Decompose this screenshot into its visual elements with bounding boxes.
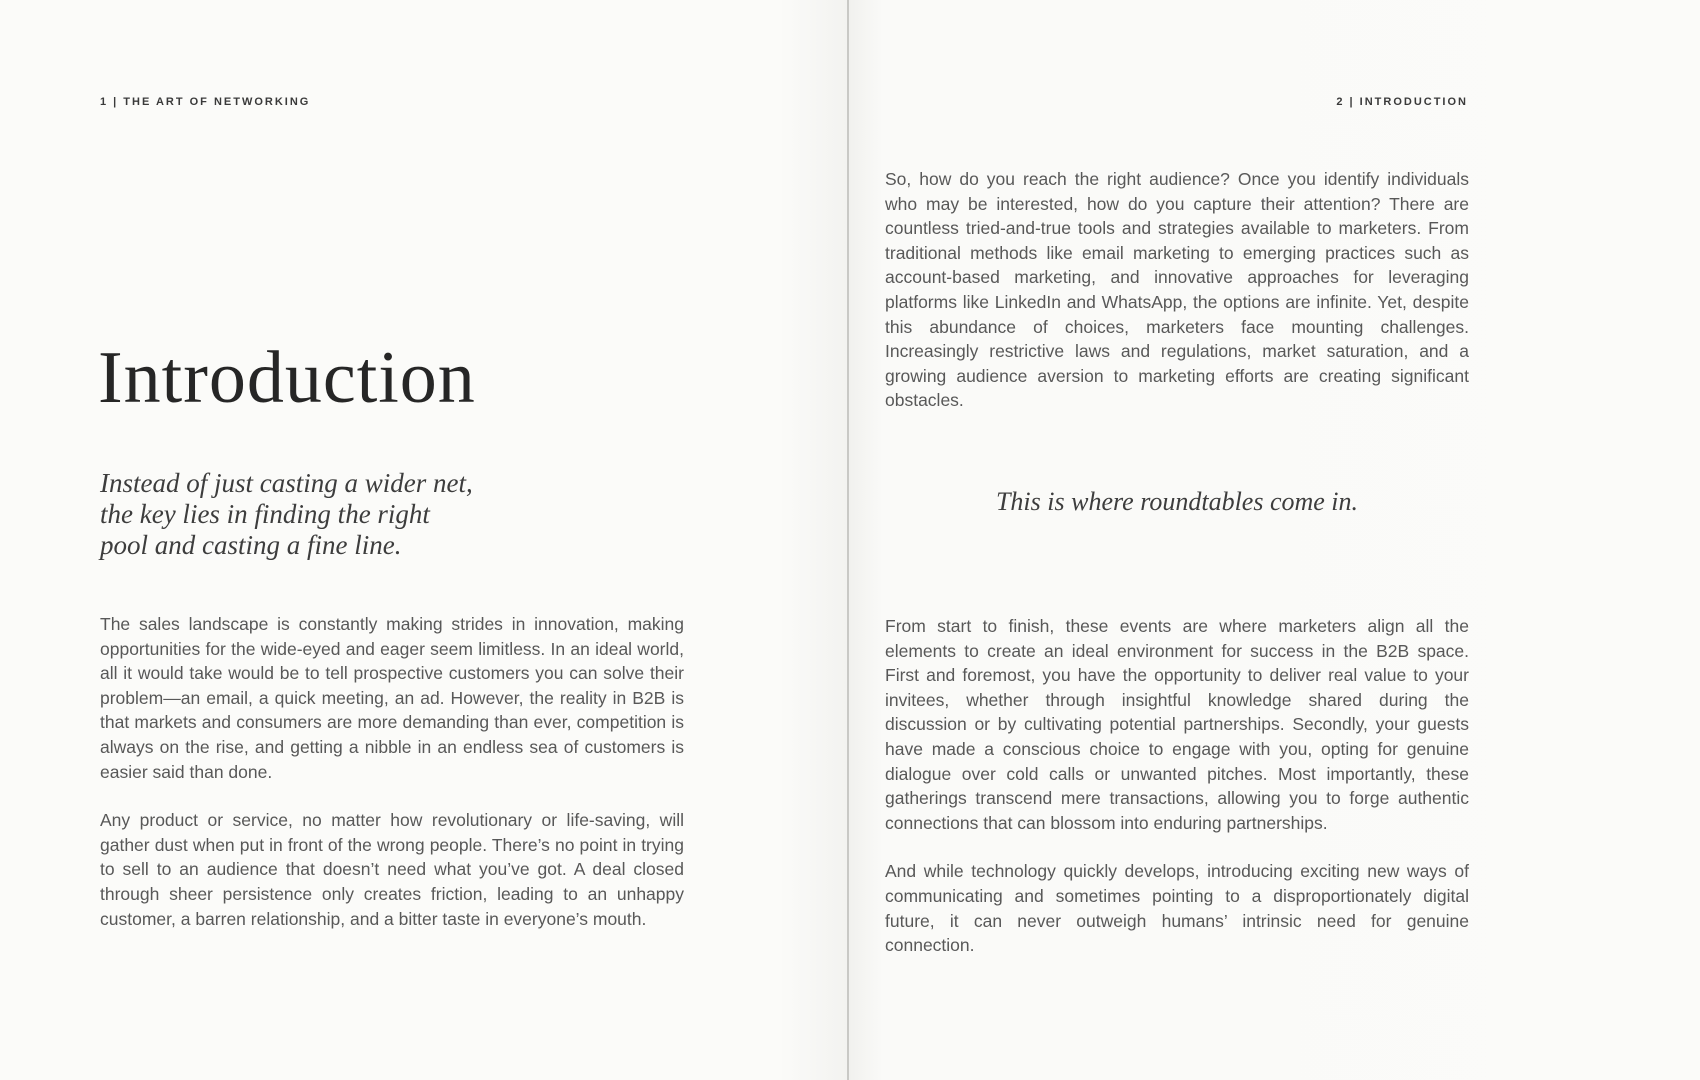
running-header-right: 2 | INTRODUCTION bbox=[1336, 96, 1468, 108]
page-gutter-divider bbox=[847, 0, 849, 1080]
lead-quote-line-2: the key lies in finding the right bbox=[100, 499, 430, 529]
lead-quote-line-3: pool and casting a fine line. bbox=[100, 530, 402, 560]
right-body-column-top bbox=[885, 167, 1469, 413]
right-paragraph-3: And while technology quickly develops, introducing exciting new ways of communicating and sometimes pointing to a disproportionately digital future, it can never outweigh humans’ intrinsic need for genuine connection. bbox=[885, 861, 1469, 956]
pull-line: This is where roundtables come in. bbox=[995, 487, 1359, 516]
lead-quote-line-1: Instead of just casting a wider net, bbox=[100, 468, 473, 498]
left-body-column bbox=[100, 612, 684, 931]
running-header-left: 1 | THE ART OF NETWORKING bbox=[100, 96, 311, 108]
left-paragraph-2: Any product or service, no matter how revolutionary or life-saving, will gather dust when put in front of the wrong people. There’s no point in trying to sell to an audience that doesn’t need what you’ve got. A deal closed through sheer persistence only creates friction, leading to an unhappy customer, a barren relationship, and a bitter taste in everyone’s mouth. bbox=[100, 810, 684, 929]
left-paragraph-1: The sales landscape is constantly making strides in innovation, making opportunities for the wide-eyed and eager seem limitless. In an ideal world, all it would take would be to tell prospective customers you can solve their problem—an email, a quick meeting, an ad. However, the reality in B2B is that markets and consumers are more demanding than ever, competition is always on the rise, and getting a nibble in an endless sea of customers is easier said than done. bbox=[100, 614, 684, 782]
right-paragraph-2: From start to finish, these events are where marketers align all the elements to create an ideal environment for success in the B2B space. First and foremost, you have the opportunity to deliver real value to your invitees, whether through insightful knowledge shared during the discussion or by cultivating potential partnerships. Secondly, your guests have made a conscious choice to engage with you, opting for genuine dialogue over cold calls or unwanted pitches. Most importantly, these gatherings transcend mere transactions, allowing you to forge authentic connections that can blossom into enduring partnerships. bbox=[885, 616, 1469, 833]
chapter-title: Introduction bbox=[98, 337, 476, 419]
right-paragraph-1: So, how do you reach the right audience? Once you identify individuals who may be interested, how do you capture their attention? There are countless tried-and-true tools and strategies available to marketers. From traditional methods like email marketing to emerging practices such as account-based marketing, and innovative approaches for leveraging platforms like LinkedIn and WhatsApp, the options are infinite. Yet, despite this abundance of choices, marketers face mounting challenges. Increasingly restrictive laws and regulations, market saturation, and a growing audience aversion to marketing efforts are creating significant obstacles. bbox=[885, 169, 1469, 411]
right-body-column-bottom bbox=[885, 614, 1469, 958]
lead-quote bbox=[100, 468, 473, 561]
